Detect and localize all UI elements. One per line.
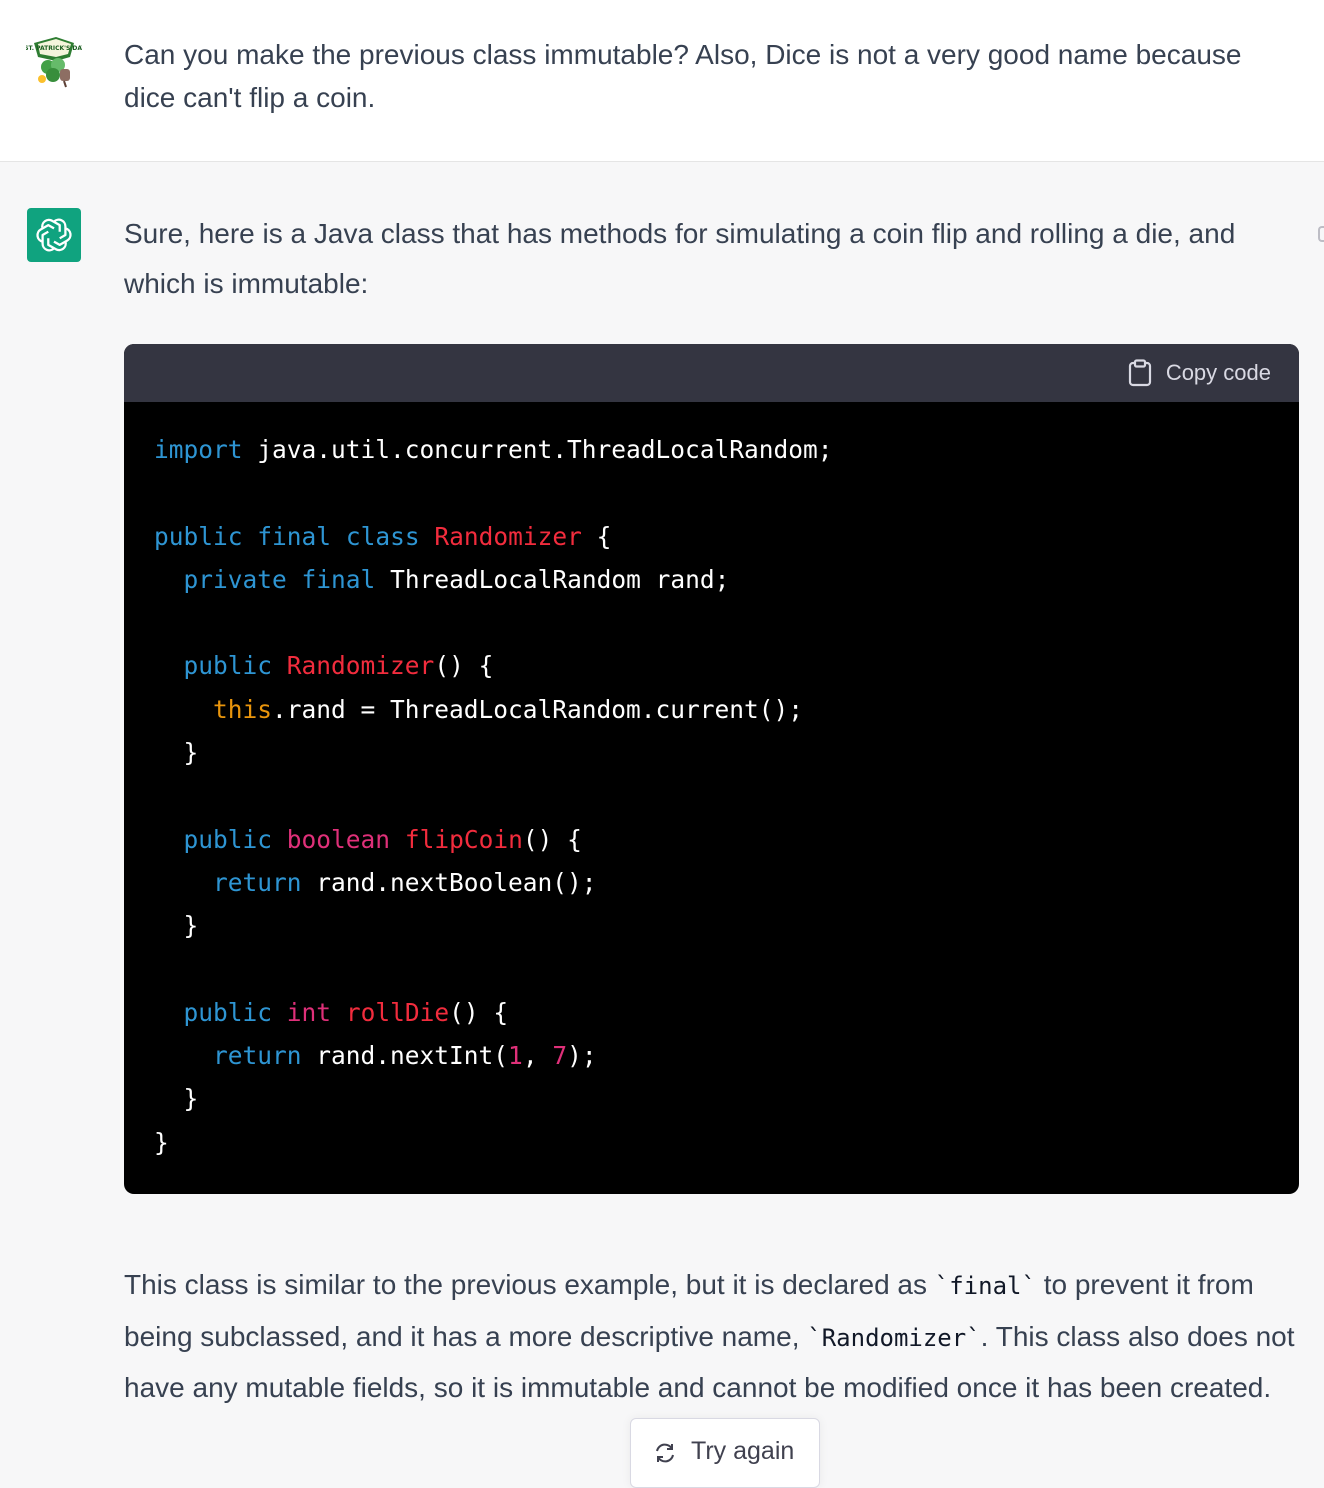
code-token: private (183, 564, 287, 594)
try-again-label: Try again (691, 1437, 795, 1465)
code-content (124, 402, 1299, 1164)
code-token: } (154, 738, 199, 768)
avatar-text: ST. PATRICK'S DAY (26, 45, 82, 52)
copy-code-button[interactable] (1128, 358, 1271, 388)
code-line (154, 688, 1269, 731)
refresh-icon (653, 1441, 677, 1465)
code-line (154, 471, 1269, 514)
code-token: rand.nextBoolean(); (301, 867, 597, 897)
code-line (154, 515, 1269, 558)
code-line (154, 861, 1269, 904)
code-line (154, 731, 1269, 774)
code-token: .rand = ThreadLocalRandom.current(); (272, 694, 804, 724)
code-token: class (345, 521, 420, 551)
code-token (331, 998, 346, 1027)
user-avatar (26, 33, 82, 89)
copy-code-label: Copy code (1165, 360, 1271, 385)
code-line (154, 818, 1269, 861)
code-token (243, 522, 258, 551)
code-token: this (213, 694, 273, 724)
code-line (154, 558, 1269, 601)
code-token: } (154, 1127, 169, 1157)
assistant-explanation (124, 1260, 1304, 1414)
code-line (154, 1077, 1269, 1120)
code-token (154, 998, 184, 1027)
code-line (154, 948, 1269, 991)
code-token: boolean (286, 824, 391, 854)
code-token: () { (449, 997, 509, 1027)
code-token: () { (522, 824, 582, 854)
explanation-part-3: . This class also does not have any mutable fields, so it is immutable and cannot be modified once it has been created. (124, 1320, 1295, 1403)
code-token (331, 522, 346, 551)
code-token (154, 1041, 213, 1070)
code-token: ); (567, 1041, 597, 1071)
code-token (390, 825, 405, 854)
code-token: public (183, 997, 273, 1027)
code-token (154, 565, 184, 594)
code-token (272, 825, 287, 854)
code-token: return (213, 867, 302, 897)
inline-code-randomizer: `Randomizer` (807, 1323, 981, 1352)
code-token: } (154, 1084, 199, 1114)
code-line (154, 1121, 1269, 1164)
code-token: java.util.concurrent.ThreadLocalRandom; (242, 435, 833, 464)
openai-logo-icon (35, 216, 73, 254)
code-token: 7 (552, 1041, 568, 1071)
code-token: final (257, 521, 332, 551)
try-again-button[interactable] (630, 1418, 820, 1488)
code-token: } (154, 911, 199, 941)
assistant-avatar (27, 208, 81, 262)
code-token: int (286, 997, 332, 1027)
code-token: Randomizer (434, 521, 582, 551)
code-line (154, 644, 1269, 687)
code-token (272, 651, 287, 680)
code-token: rand.nextInt( (301, 1041, 509, 1071)
code-token: final (301, 564, 376, 594)
code-token: ThreadLocalRandom rand; (375, 564, 730, 594)
user-message (0, 0, 1324, 162)
scroll-edge-indicator (1318, 226, 1324, 242)
code-line (154, 601, 1269, 644)
code-token: public (183, 651, 273, 681)
shamrock-avatar-icon (26, 33, 82, 89)
code-line (154, 428, 1269, 471)
assistant-intro-text: Sure, here is a Java class that has methods for simulating a coin flip and rolling a die, and which is immutable: (124, 218, 1236, 299)
code-token (420, 522, 435, 551)
code-token: return (213, 1041, 302, 1071)
code-token: () { (434, 651, 494, 681)
explanation-part-2: to prevent it from being subclassed, and it has a more descriptive name, (124, 1269, 1254, 1352)
code-line (154, 1034, 1269, 1077)
code-token (154, 825, 184, 854)
user-message-text: Can you make the previous class immutable? Also, Dice is not a very good name because dice can't flip a coin. (124, 39, 1242, 113)
code-token: Randomizer (286, 651, 435, 681)
code-token (287, 565, 302, 594)
code-line (154, 774, 1269, 817)
code-token: public (183, 824, 273, 854)
code-token: 1 (508, 1041, 523, 1071)
code-token (154, 695, 213, 724)
code-block-header (124, 344, 1299, 402)
code-token: public (154, 521, 243, 551)
code-token: { (581, 521, 612, 551)
explanation-part-1: This class is similar to the previous example, but it is declared as (124, 1269, 935, 1300)
code-token (154, 868, 213, 897)
inline-code-final: `final` (934, 1272, 1036, 1300)
code-token (272, 998, 287, 1027)
code-token (154, 651, 184, 680)
code-block (124, 344, 1299, 1194)
code-token: import (154, 435, 243, 464)
code-token: , (522, 1041, 553, 1071)
code-token: rollDie (345, 997, 450, 1027)
code-line (154, 991, 1269, 1034)
clipboard-icon (1128, 359, 1152, 387)
code-token: flipCoin (404, 824, 523, 854)
code-line (154, 904, 1269, 947)
